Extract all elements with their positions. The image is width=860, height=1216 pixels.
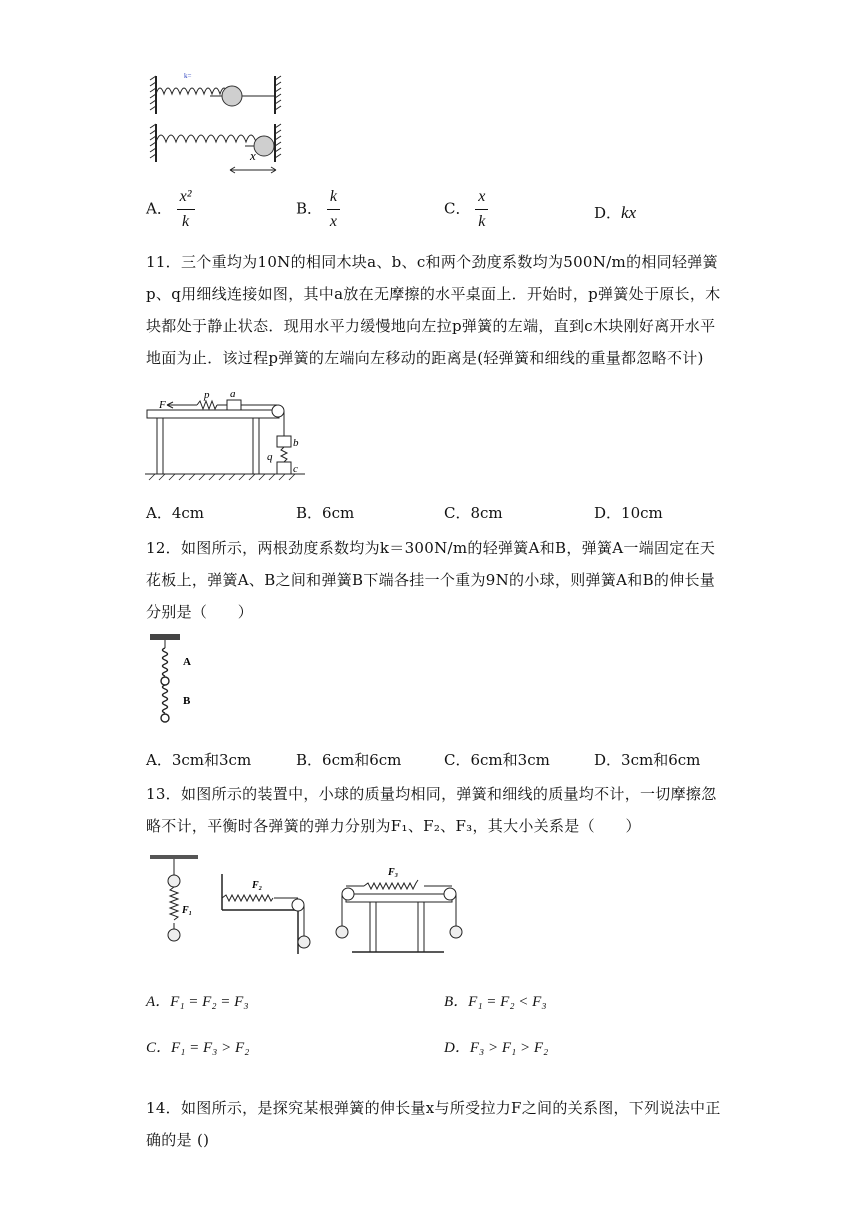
q11-a-label: a [230, 388, 236, 400]
q11-question-text: 11．三个重均为10N的相同木块a、b、c和两个劲度系数均为500N/m的相同轻弹簧p、q用细线连接如图，其中a放在无摩擦的水平桌面上．开始时，p弹簧处于原长，木块都处于静止状态．现用水平力缓慢地向左拉p弹簧的左端，直到c木块刚好离开水平地面为止．该过程p弹簧的左端向左移动的距离是(轻弹簧和细线的重量都忽略不计) [146, 253, 721, 367]
q14-question-text: 14．如图所示，是探究某根弹簧的伸长量x与所受拉力F之间的关系图，下列说法中正确的是 () [146, 1099, 721, 1149]
q13-figure-3 [334, 866, 468, 958]
q10-option-d[interactable]: D．kx [594, 203, 637, 222]
q10-ball-top [222, 86, 242, 106]
q13-option-b[interactable]: B．F₁ = F₂ < F₃ [444, 994, 547, 1010]
q12-option-b[interactable]: B．6cm和6cm [296, 751, 402, 769]
q11-table-figure [145, 388, 325, 480]
q10-option-a[interactable]: A． $\frac{\text{x²}}{k}$ [146, 188, 195, 231]
q11-option-d[interactable]: D．10cm [594, 504, 663, 522]
q12-question-text: 12．如图所示，两根劲度系数均为k＝300N/m的轻弹簧A和B，弹簧A一端固定在天花板上，弹簧A、B之间和弹簧B下端各挂一个重为9N的小球，则弹簧A和B的伸长量分别是（ ） [146, 539, 716, 621]
q11-option-b[interactable]: B．6cm [296, 504, 355, 522]
q11-c-label: c [293, 463, 298, 475]
q10-option-c[interactable]: C． $\frac{x}{k}$ [444, 188, 488, 231]
q13-question-text: 13．如图所示的装置中，小球的质量均相同，弹簧和细线的质量均不计，一切摩擦忽略不计，平衡时各弹簧的弹力分别为F₁、F₂、F₃，其大小关系是（ ） [146, 785, 717, 835]
q13-f3-label: F₃ [388, 867, 399, 878]
q10-spring-figure [150, 72, 295, 177]
q11-b-label: b [293, 437, 299, 449]
q11-option-c[interactable]: C．8cm [444, 504, 503, 522]
q12-spring-figure [150, 634, 210, 726]
q10-option-b[interactable]: B． $\frac{k}{x}$ [296, 188, 340, 231]
q12-option-c[interactable]: C．6cm和3cm [444, 751, 550, 769]
q12-option-a[interactable]: A．3cm和3cm [146, 751, 252, 769]
q13-option-a[interactable]: A．F₁ = F₂ = F₃ [146, 994, 249, 1010]
q11-option-a[interactable]: A．4cm [146, 504, 205, 522]
q11-p-label: p [204, 389, 210, 401]
q13-figure-1 [150, 855, 200, 945]
q12-a-label: A [183, 656, 191, 668]
q12-option-d[interactable]: D．3cm和6cm [594, 751, 701, 769]
q10-x-label: x [250, 148, 256, 163]
q11-f-label: F [159, 399, 166, 411]
q13-f1-label: F₁ [182, 905, 193, 916]
q10-k-label: k= [184, 72, 192, 80]
q13-option-c[interactable]: C．F₁ = F₃ > F₂ [146, 1040, 250, 1056]
q13-f2-label: F₂ [252, 880, 263, 891]
q13-figure-2 [218, 874, 318, 954]
q13-option-d[interactable]: D．F₃ > F₁ > F₂ [444, 1040, 549, 1056]
q12-b-label: B [183, 695, 191, 707]
q10-ball-bottom [254, 136, 274, 156]
q11-q-label: q [267, 451, 273, 463]
